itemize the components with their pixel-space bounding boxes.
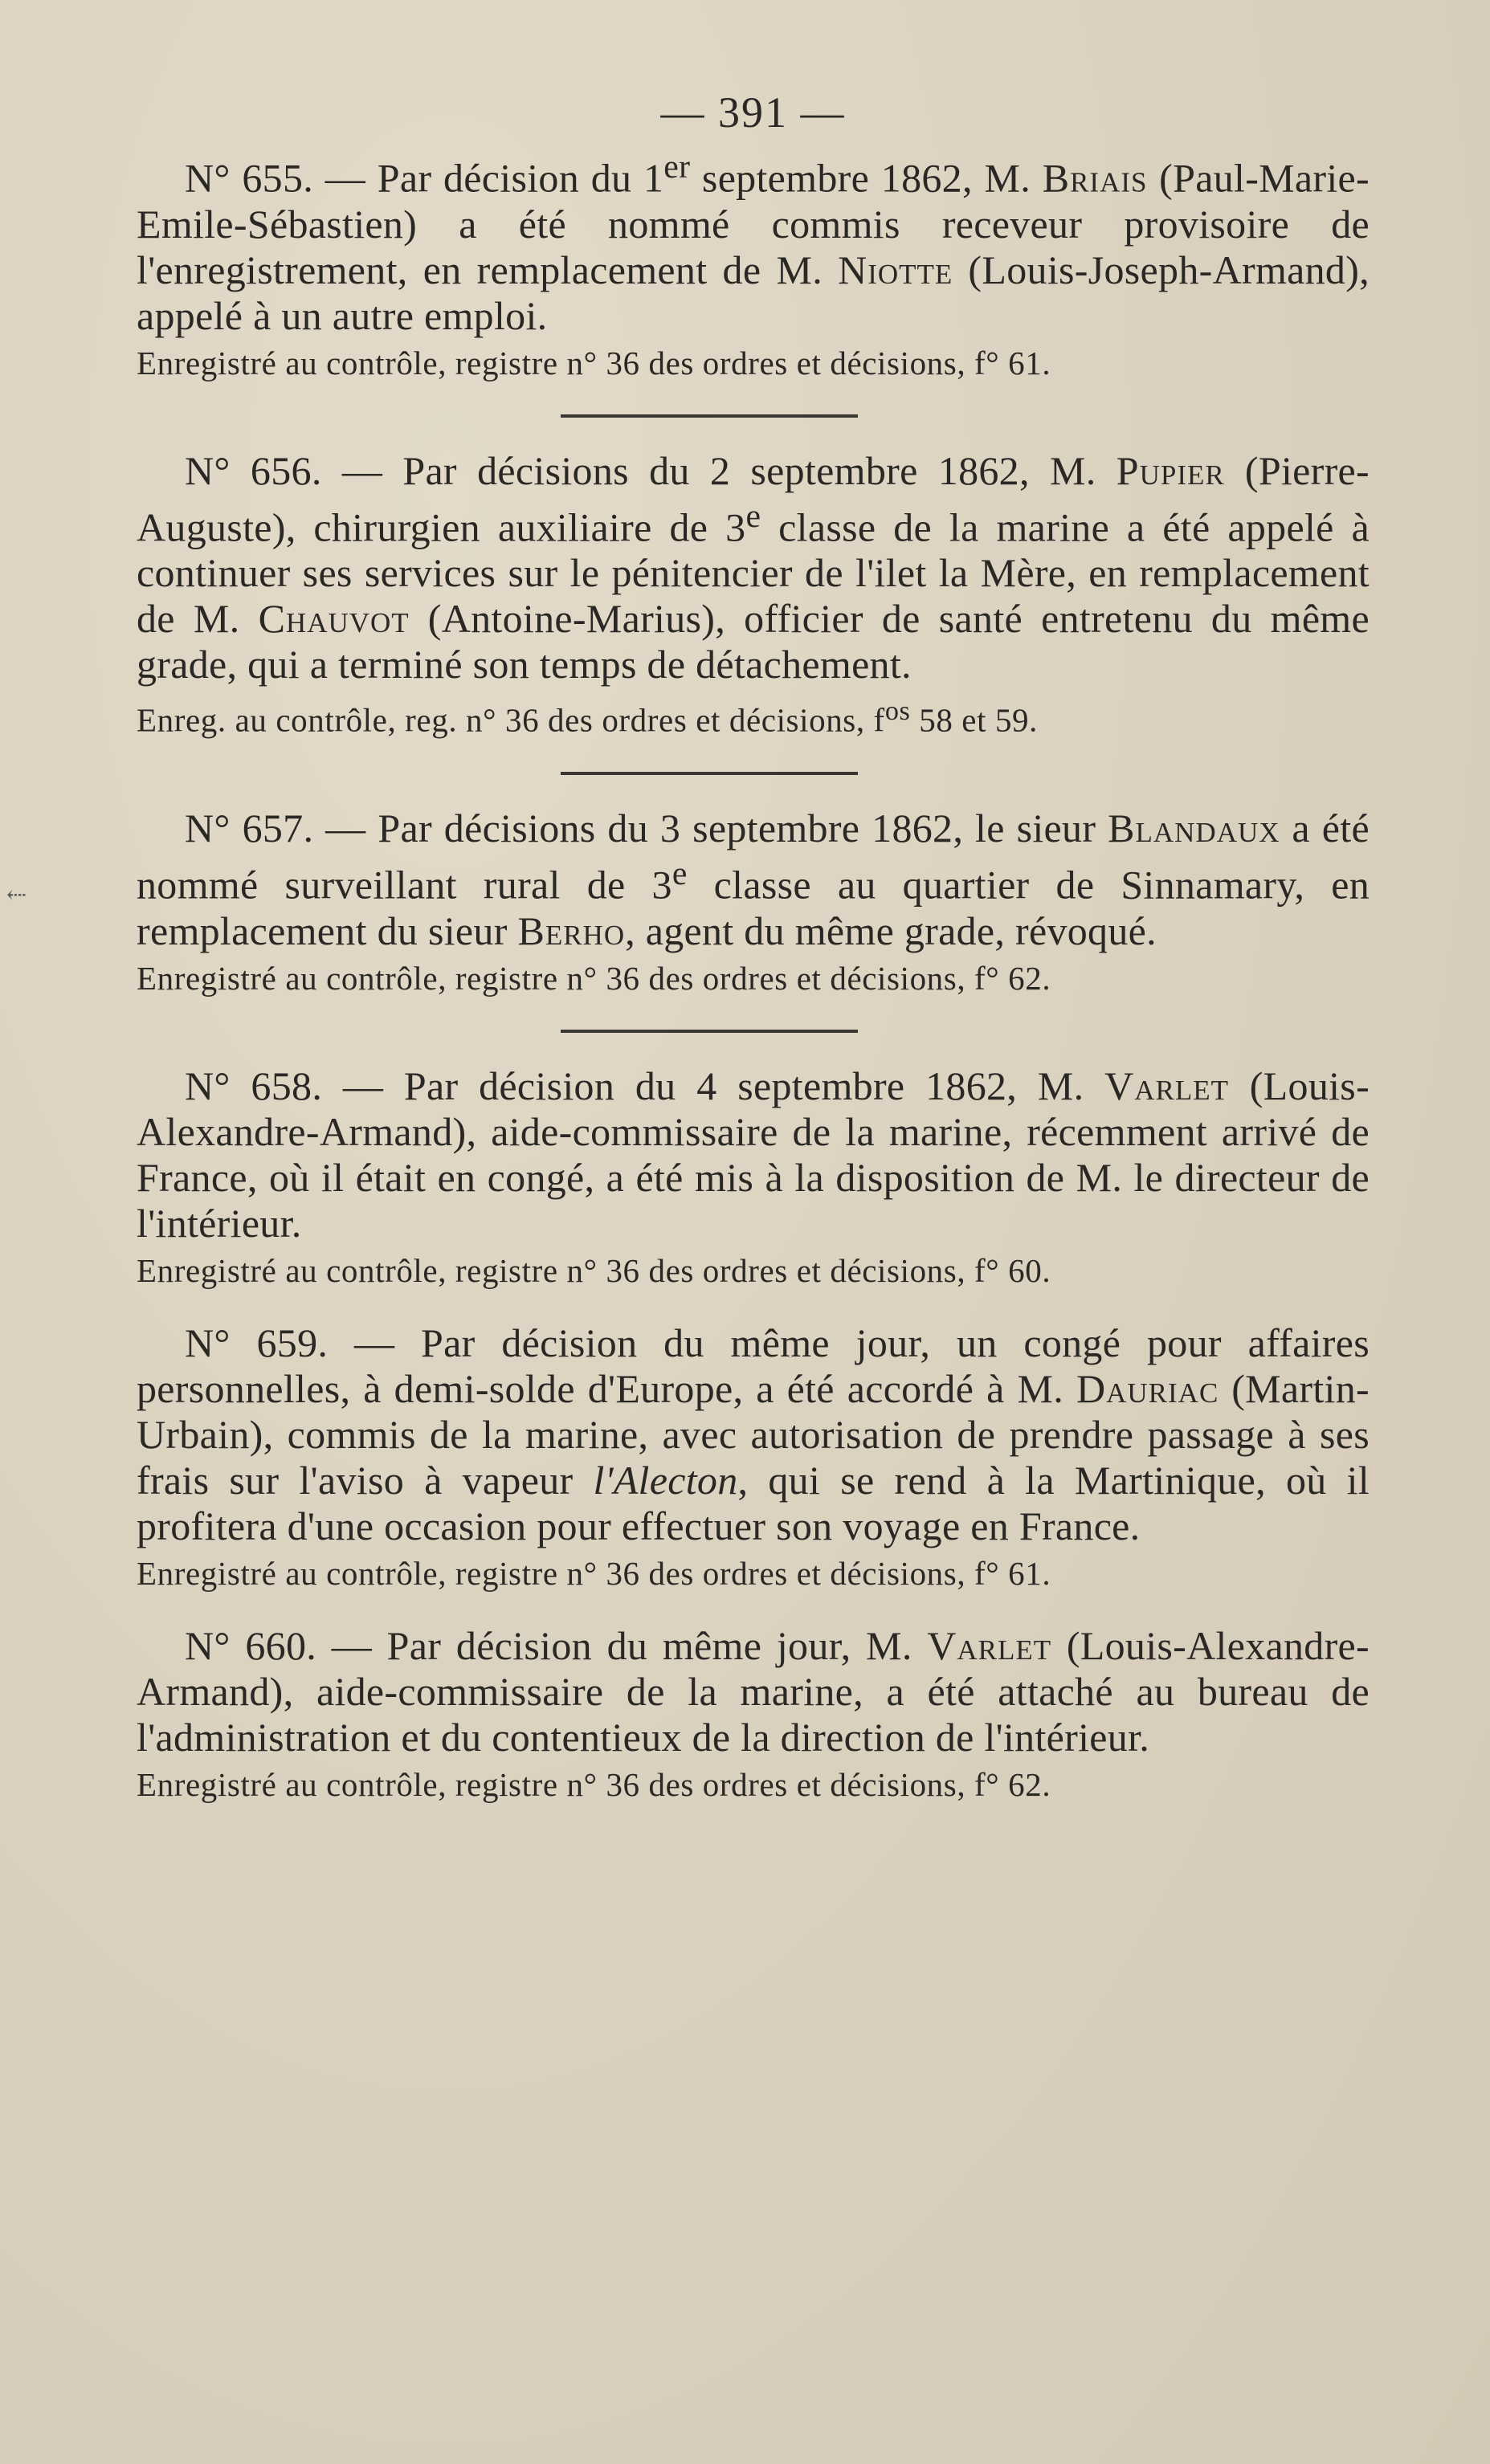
- entry-text: N° 657. — Par décisions du 3 septembre 1862, le sieur Blandaux a été nommé surveillant rural de 3e classe au quartier de Sinnamary, en remplacement du sieur Berho, agent du même grade, révoqué.: [137, 805, 1370, 953]
- person-name: Chauvot: [258, 596, 410, 642]
- person-name: Briais: [1042, 155, 1148, 201]
- ship-name: l'Alecton: [593, 1457, 738, 1503]
- entry-text: N° 655. — Par décision du 1er septembre 1862, M. Briais (Paul-Marie-Emile-Sébastien) a été nommé commis receveur provisoire de l'enregistrement, en remplacement de M. Niotte (Louis-Joseph-Armand), appelé à un autre emploi.: [137, 149, 1370, 338]
- registration-note: Enregistré au contrôle, registre n° 36 des ordres et décisions, f° 62.: [137, 1765, 1051, 1803]
- person-name: Niotte: [838, 247, 953, 292]
- entry-text: N° 658. — Par décision du 4 septembre 1862, M. Varlet (Louis-Alexandre-Armand), aide-commissaire de la marine, récemment arrivé de France, où il était en congé, a été mis à la disposition de M. le directeur de l'intérieur.: [137, 1063, 1370, 1246]
- entry-656: [137, 448, 1370, 741]
- entry-659: [137, 1320, 1370, 1594]
- page: [137, 80, 1370, 1805]
- separator-rule: [561, 772, 858, 775]
- entry-655: [137, 145, 1370, 384]
- person-name: Varlet: [1104, 1063, 1229, 1108]
- spacer: [137, 1291, 1370, 1320]
- spacer: [137, 1594, 1370, 1623]
- registration-note: Enreg. au contrôle, reg. n° 36 des ordres et décisions, $f^{os}$ 58 et 59.: [137, 696, 1038, 739]
- entry-657: [137, 806, 1370, 999]
- entry-658: [137, 1063, 1370, 1291]
- person-name: Berho: [517, 908, 626, 953]
- person-name: Pupier: [1116, 447, 1225, 493]
- page-number: — 391 —: [660, 88, 846, 137]
- entry-660: [137, 1623, 1370, 1805]
- entry-text: N° 659. — Par décision du même jour, un congé pour affaires personnelles, à demi-solde d'Europe, a été accordé à M. Dauriac (Martin-Urbain), commis de la marine, avec autorisation de prendre passage à ses frais sur l'aviso à vapeur l'Alecton, qui se rend à la Martinique, où il profitera d'une occasion pour effectuer son voyage en France.: [137, 1320, 1370, 1548]
- separator-rule: [561, 1030, 858, 1033]
- registration-note: Enregistré au contrôle, registre n° 36 des ordres et décisions, f° 60.: [137, 1251, 1051, 1289]
- person-name: Varlet: [927, 1622, 1052, 1668]
- registration-note: Enregistré au contrôle, registre n° 36 des ordres et décisions, f° 62.: [137, 959, 1051, 997]
- separator-rule: [561, 414, 858, 418]
- entry-text: N° 656. — Par décisions du 2 septembre 1862, M. Pupier (Pierre-Auguste), chirurgien auxiliaire de 3e classe de la marine a été appelé à continuer ses services sur le pénitencier de l'ilet la Mère, en remplacement de M. Chauvot (Antoine-Marius), officier de santé entretenu du même grade, qui a terminé son temps de détachement.: [137, 447, 1370, 687]
- registration-note: Enregistré au contrôle, registre n° 36 des ordres et décisions, f° 61.: [137, 1554, 1051, 1592]
- entry-text: N° 660. — Par décision du même jour, M. Varlet (Louis-Alexandre-Armand), aide-commissaire de la marine, a été attaché au bureau de l'administration et du contentieux de la direction de l'intérieur.: [137, 1622, 1370, 1760]
- person-name: Dauriac: [1076, 1365, 1219, 1411]
- margin-mark: ⇠: [6, 882, 27, 908]
- registration-note: Enregistré au contrôle, registre n° 36 des ordres et décisions, f° 61.: [137, 344, 1051, 381]
- person-name: Blandaux: [1108, 805, 1280, 851]
